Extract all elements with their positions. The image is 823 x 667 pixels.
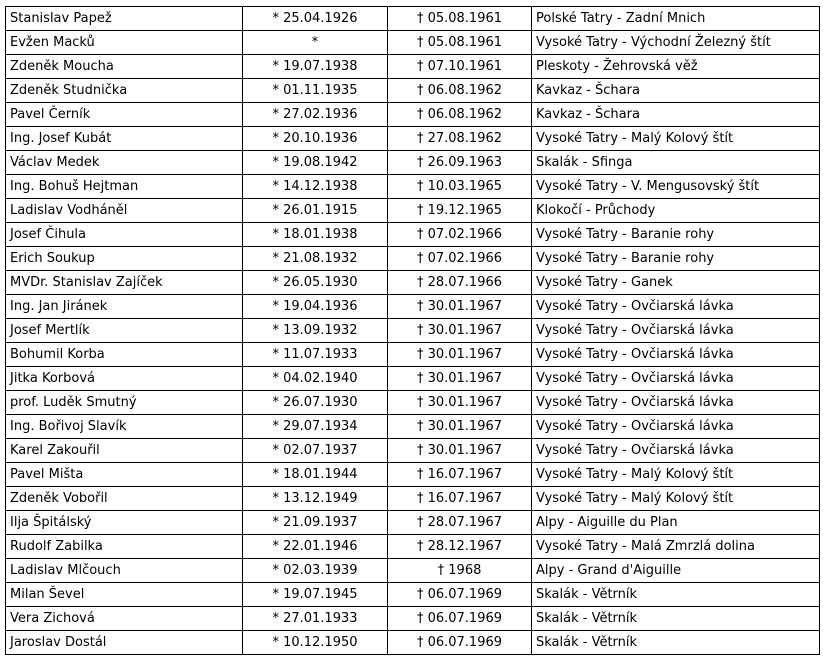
- table-row: [6, 271, 820, 295]
- birth-date-cell: * 25.04.1926: [243, 7, 388, 31]
- accident-place-cell: Vysoké Tatry - Baranie rohy: [532, 247, 820, 271]
- birth-date-cell: * 27.01.1933: [243, 607, 388, 631]
- death-date-cell: † 06.08.1962: [388, 79, 532, 103]
- birth-date-cell: * 14.12.1938: [243, 175, 388, 199]
- person-name-cell: Ilja Špitálský: [6, 511, 243, 535]
- accident-place-cell: Vysoké Tatry - Východní Železný štít: [532, 31, 820, 55]
- person-name-cell: Josef Čihula: [6, 223, 243, 247]
- accident-place-cell: Vysoké Tatry - Malý Kolový štít: [532, 463, 820, 487]
- table-row: [6, 151, 820, 175]
- birth-date-cell: * 29.07.1934: [243, 415, 388, 439]
- person-name-cell: Stanislav Papež: [6, 7, 243, 31]
- accident-place-cell: Vysoké Tatry - Ovčiarská lávka: [532, 295, 820, 319]
- person-name-cell: Ing. Jan Jiránek: [6, 295, 243, 319]
- table-row: [6, 583, 820, 607]
- accident-place-cell: Vysoké Tatry - Ovčiarská lávka: [532, 343, 820, 367]
- death-date-cell: † 16.07.1967: [388, 463, 532, 487]
- accident-place-cell: Vysoké Tatry - Baranie rohy: [532, 223, 820, 247]
- table-row: [6, 223, 820, 247]
- birth-date-cell: * 04.02.1940: [243, 367, 388, 391]
- person-name-cell: Zdeněk Studnička: [6, 79, 243, 103]
- birth-date-cell: * 18.01.1938: [243, 223, 388, 247]
- accident-place-cell: Kavkaz - Šchara: [532, 103, 820, 127]
- table-row: [6, 607, 820, 631]
- accident-place-cell: Skalák - Sfinga: [532, 151, 820, 175]
- birth-date-cell: * 13.09.1932: [243, 319, 388, 343]
- table-row: [6, 7, 820, 31]
- birth-date-cell: * 19.04.1936: [243, 295, 388, 319]
- accident-place-cell: Vysoké Tatry - Ovčiarská lávka: [532, 415, 820, 439]
- death-date-cell: † 30.01.1967: [388, 367, 532, 391]
- person-name-cell: Ing. Josef Kubát: [6, 127, 243, 151]
- table-row: [6, 391, 820, 415]
- table-row: [6, 79, 820, 103]
- person-name-cell: Jaroslav Dostál: [6, 631, 243, 655]
- accident-place-cell: Vysoké Tatry - Malý Kolový štít: [532, 127, 820, 151]
- death-date-cell: † 05.08.1961: [388, 31, 532, 55]
- death-date-cell: † 07.10.1961: [388, 55, 532, 79]
- death-date-cell: † 06.07.1969: [388, 631, 532, 655]
- person-name-cell: Pavel Mišta: [6, 463, 243, 487]
- death-date-cell: † 1968: [388, 559, 532, 583]
- table-row: [6, 127, 820, 151]
- birth-date-cell: * 19.08.1942: [243, 151, 388, 175]
- table-row: [6, 511, 820, 535]
- person-name-cell: Erich Soukup: [6, 247, 243, 271]
- table-row: [6, 463, 820, 487]
- accident-place-cell: Alpy - Aiguille du Plan: [532, 511, 820, 535]
- table-row: [6, 415, 820, 439]
- table-row: [6, 535, 820, 559]
- person-name-cell: Evžen Macků: [6, 31, 243, 55]
- person-name-cell: Ing. Bohuš Hejtman: [6, 175, 243, 199]
- table-row: [6, 487, 820, 511]
- birth-date-cell: * 02.03.1939: [243, 559, 388, 583]
- death-date-cell: † 30.01.1967: [388, 415, 532, 439]
- accident-place-cell: Vysoké Tatry - V. Mengusovský štít: [532, 175, 820, 199]
- accident-place-cell: Vysoké Tatry - Ganek: [532, 271, 820, 295]
- person-name-cell: Josef Mertlík: [6, 319, 243, 343]
- table-row: [6, 439, 820, 463]
- table-row: [6, 631, 820, 655]
- person-name-cell: Václav Medek: [6, 151, 243, 175]
- accident-place-cell: Klokočí - Průchody: [532, 199, 820, 223]
- death-date-cell: † 07.02.1966: [388, 247, 532, 271]
- death-date-cell: † 19.12.1965: [388, 199, 532, 223]
- accident-place-cell: Skalák - Větrník: [532, 583, 820, 607]
- person-name-cell: Zdeněk Vobořil: [6, 487, 243, 511]
- accident-place-cell: Skalák - Větrník: [532, 607, 820, 631]
- birth-date-cell: * 19.07.1945: [243, 583, 388, 607]
- birth-date-cell: * 10.12.1950: [243, 631, 388, 655]
- table-row: [6, 367, 820, 391]
- table-row: [6, 247, 820, 271]
- birth-date-cell: * 21.09.1937: [243, 511, 388, 535]
- death-date-cell: † 30.01.1967: [388, 343, 532, 367]
- birth-date-cell: * 01.11.1935: [243, 79, 388, 103]
- accident-place-cell: Kavkaz - Šchara: [532, 79, 820, 103]
- death-date-cell: † 16.07.1967: [388, 487, 532, 511]
- person-name-cell: prof. Luděk Smutný: [6, 391, 243, 415]
- birth-date-cell: * 13.12.1949: [243, 487, 388, 511]
- death-date-cell: † 26.09.1963: [388, 151, 532, 175]
- death-date-cell: † 30.01.1967: [388, 319, 532, 343]
- death-date-cell: † 06.08.1962: [388, 103, 532, 127]
- table-row: [6, 343, 820, 367]
- table-row: [6, 559, 820, 583]
- birth-date-cell: * 19.07.1938: [243, 55, 388, 79]
- person-name-cell: Ladislav Vodháněl: [6, 199, 243, 223]
- accident-place-cell: Vysoké Tatry - Ovčiarská lávka: [532, 391, 820, 415]
- person-name-cell: Zdeněk Moucha: [6, 55, 243, 79]
- accident-place-cell: Alpy - Grand d'Aiguille: [532, 559, 820, 583]
- accident-place-cell: Polské Tatry - Zadní Mnich: [532, 7, 820, 31]
- birth-date-cell: * 11.07.1933: [243, 343, 388, 367]
- death-date-cell: † 30.01.1967: [388, 391, 532, 415]
- death-date-cell: † 28.07.1967: [388, 511, 532, 535]
- accident-place-cell: Vysoké Tatry - Malá Zmrzlá dolina: [532, 535, 820, 559]
- death-date-cell: † 10.03.1965: [388, 175, 532, 199]
- death-date-cell: † 28.12.1967: [388, 535, 532, 559]
- person-name-cell: Rudolf Zabilka: [6, 535, 243, 559]
- table-row: [6, 31, 820, 55]
- table-row: [6, 319, 820, 343]
- person-name-cell: Ladislav Mlčouch: [6, 559, 243, 583]
- birth-date-cell: *: [243, 31, 388, 55]
- birth-date-cell: * 20.10.1936: [243, 127, 388, 151]
- birth-date-cell: * 26.01.1915: [243, 199, 388, 223]
- table-row: [6, 55, 820, 79]
- person-name-cell: MVDr. Stanislav Zajíček: [6, 271, 243, 295]
- birth-date-cell: * 27.02.1936: [243, 103, 388, 127]
- accident-place-cell: Vysoké Tatry - Ovčiarská lávka: [532, 439, 820, 463]
- person-name-cell: Vera Zichová: [6, 607, 243, 631]
- memorial-table: [5, 6, 820, 655]
- person-name-cell: Karel Zakouřil: [6, 439, 243, 463]
- birth-date-cell: * 18.01.1944: [243, 463, 388, 487]
- table-row: [6, 103, 820, 127]
- birth-date-cell: * 26.07.1930: [243, 391, 388, 415]
- death-date-cell: † 28.07.1966: [388, 271, 532, 295]
- accident-place-cell: Vysoké Tatry - Ovčiarská lávka: [532, 367, 820, 391]
- birth-date-cell: * 02.07.1937: [243, 439, 388, 463]
- person-name-cell: Milan Ševel: [6, 583, 243, 607]
- accident-place-cell: Skalák - Větrník: [532, 631, 820, 655]
- death-date-cell: † 30.01.1967: [388, 295, 532, 319]
- death-date-cell: † 30.01.1967: [388, 439, 532, 463]
- death-date-cell: † 05.08.1961: [388, 7, 532, 31]
- birth-date-cell: * 21.08.1932: [243, 247, 388, 271]
- death-date-cell: † 27.08.1962: [388, 127, 532, 151]
- death-date-cell: † 07.02.1966: [388, 223, 532, 247]
- table-row: [6, 175, 820, 199]
- accident-place-cell: Vysoké Tatry - Malý Kolový štít: [532, 487, 820, 511]
- table-row: [6, 199, 820, 223]
- person-name-cell: Jitka Korbová: [6, 367, 243, 391]
- person-name-cell: Bohumil Korba: [6, 343, 243, 367]
- death-date-cell: † 06.07.1969: [388, 583, 532, 607]
- accident-place-cell: Pleskoty - Žehrovská věž: [532, 55, 820, 79]
- table-row: [6, 295, 820, 319]
- birth-date-cell: * 22.01.1946: [243, 535, 388, 559]
- table-body: [6, 7, 820, 655]
- person-name-cell: Ing. Bořivoj Slavík: [6, 415, 243, 439]
- accident-place-cell: Vysoké Tatry - Ovčiarská lávka: [532, 319, 820, 343]
- death-date-cell: † 06.07.1969: [388, 607, 532, 631]
- person-name-cell: Pavel Černík: [6, 103, 243, 127]
- birth-date-cell: * 26.05.1930: [243, 271, 388, 295]
